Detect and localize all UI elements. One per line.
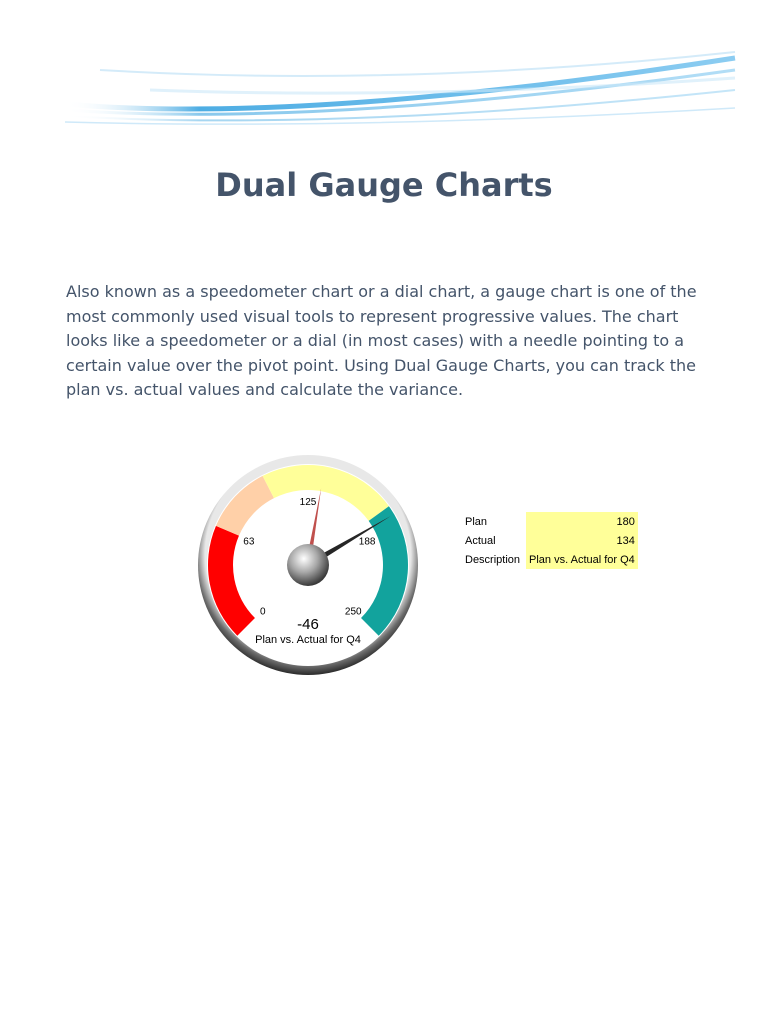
- dual-gauge-chart: [195, 448, 425, 683]
- table-row: [462, 550, 638, 569]
- page-title: Dual Gauge Charts: [215, 166, 553, 204]
- tick-label: 0: [259, 606, 266, 618]
- tick-label: 63: [243, 536, 255, 548]
- row-value: Plan vs. Actual for Q4: [526, 550, 638, 569]
- row-value: 180: [526, 512, 638, 531]
- header-wave-banner: [0, 0, 768, 150]
- tick-label: 125: [299, 497, 317, 508]
- variance-value: -46: [297, 616, 319, 633]
- row-label: Plan: [465, 515, 488, 528]
- row-label: Description: [465, 553, 521, 566]
- table-row: [462, 512, 638, 531]
- gauge-description: Plan vs. Actual for Q4: [255, 634, 361, 646]
- row-label: Actual: [465, 534, 496, 547]
- tick-label: 188: [358, 536, 376, 548]
- table-row: [462, 531, 638, 550]
- row-value: 134: [526, 531, 638, 550]
- tick-label: 250: [344, 606, 362, 618]
- plan-actual-table: [462, 512, 638, 569]
- gauge-pivot: [287, 544, 329, 586]
- intro-paragraph: Also known as a speedometer chart or a dial chart, a gauge chart is one of the most commonly used visual tools to represent progressive values. The chart looks like a speedometer or a dial (in most cases) with a needle pointing to a certain value over the pivot point. Using Dual Gauge Charts, you can track the plan vs. actual values and calculate the variance.: [66, 282, 697, 399]
